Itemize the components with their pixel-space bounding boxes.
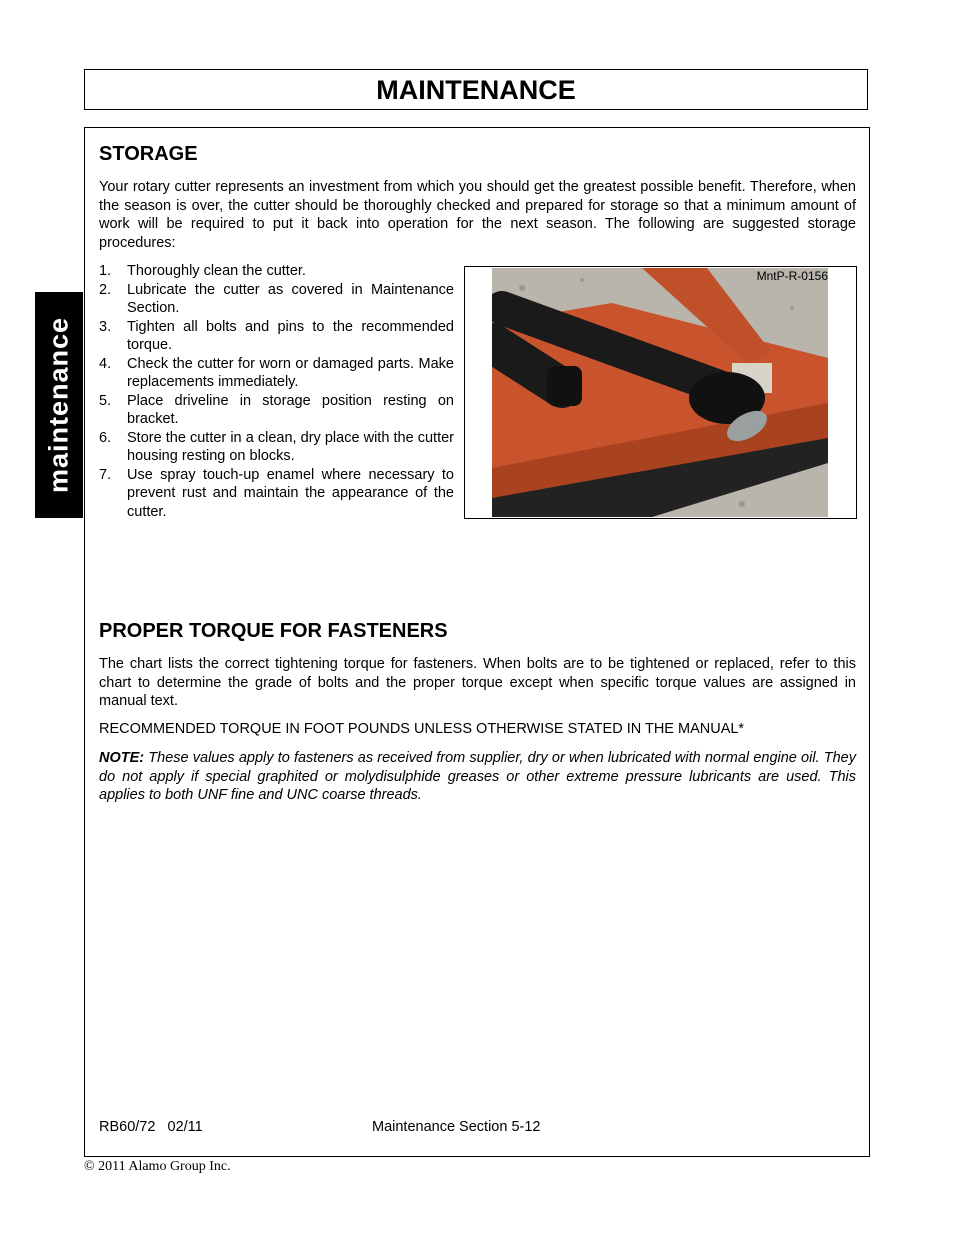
step-text: Use spray touch-up enamel where necessary to prevent rust and maintain the appearance of the cutter. bbox=[127, 466, 454, 520]
storage-steps-list bbox=[99, 262, 454, 521]
page-title: MAINTENANCE bbox=[84, 69, 868, 110]
step-number: 5. bbox=[99, 392, 112, 409]
step-text: Thoroughly clean the cutter. bbox=[127, 263, 306, 279]
step-number: 1. bbox=[99, 263, 112, 279]
note-text: These values apply to fasteners as received from supplier, dry or when lubricated with normal engine oil. They do not apply if special graphited or molydisulphide greases or other extreme pressure lubricants are used. This applies to both UNF fine and UNC coarse threads. bbox=[99, 750, 856, 803]
list-item bbox=[99, 429, 454, 466]
photo-reference-code: MntP-R-0156 bbox=[756, 269, 828, 283]
list-item bbox=[99, 318, 454, 355]
list-item bbox=[99, 392, 454, 429]
copyright: © 2011 Alamo Group Inc. bbox=[84, 1159, 231, 1174]
step-number: 2. bbox=[99, 281, 112, 298]
content-panel bbox=[84, 127, 870, 1157]
side-tab-label: maintenance bbox=[43, 316, 74, 494]
list-item bbox=[99, 466, 454, 522]
step-number: 4. bbox=[99, 355, 112, 372]
torque-intro: The chart lists the correct tightening torque for fasteners. When bolts are to be tightened or replaced, refer to this chart to determine the grade of bolts and the proper torque except when specific torque values are assigned in manual text. bbox=[99, 656, 856, 709]
list-item bbox=[99, 281, 454, 318]
step-number: 3. bbox=[99, 318, 112, 335]
step-text: Tighten all bolts and pins to the recommended torque. bbox=[127, 318, 454, 353]
step-text: Store the cutter in a clean, dry place with the cutter housing resting on blocks. bbox=[127, 429, 454, 464]
step-text: Place driveline in storage position resting on bracket. bbox=[127, 392, 454, 427]
step-number: 6. bbox=[99, 429, 112, 446]
torque-recommendation: RECOMMENDED TORQUE IN FOOT POUNDS UNLESS OTHERWISE STATED IN THE MANUAL* bbox=[99, 721, 745, 737]
list-item bbox=[99, 355, 454, 392]
note-label: NOTE: bbox=[99, 750, 145, 766]
step-text: Check the cutter for worn or damaged parts. Make replacements immediately. bbox=[127, 355, 454, 390]
torque-note bbox=[99, 749, 856, 805]
footer-section-page: Maintenance Section 5-12 bbox=[372, 1119, 541, 1135]
storage-heading: STORAGE bbox=[99, 143, 198, 165]
step-number: 7. bbox=[99, 466, 112, 483]
list-item bbox=[99, 262, 454, 281]
section-side-tab bbox=[35, 292, 83, 518]
step-text: Lubricate the cutter as covered in Maintenance Section. bbox=[127, 281, 454, 316]
footer-model-date: RB60/72 02/11 bbox=[99, 1119, 203, 1135]
photo-illustration bbox=[492, 268, 828, 517]
driveline-storage-photo bbox=[464, 266, 857, 519]
torque-heading: PROPER TORQUE FOR FASTENERS bbox=[99, 620, 448, 642]
storage-intro: Your rotary cutter represents an investment from which you should get the greatest possible benefit. Therefore, when the season is over, the cutter should be thoroughly checked and prepared for storage so that a minimum amount of work will be required to put it back into operation for the next season. The following are suggested storage procedures: bbox=[99, 179, 856, 251]
